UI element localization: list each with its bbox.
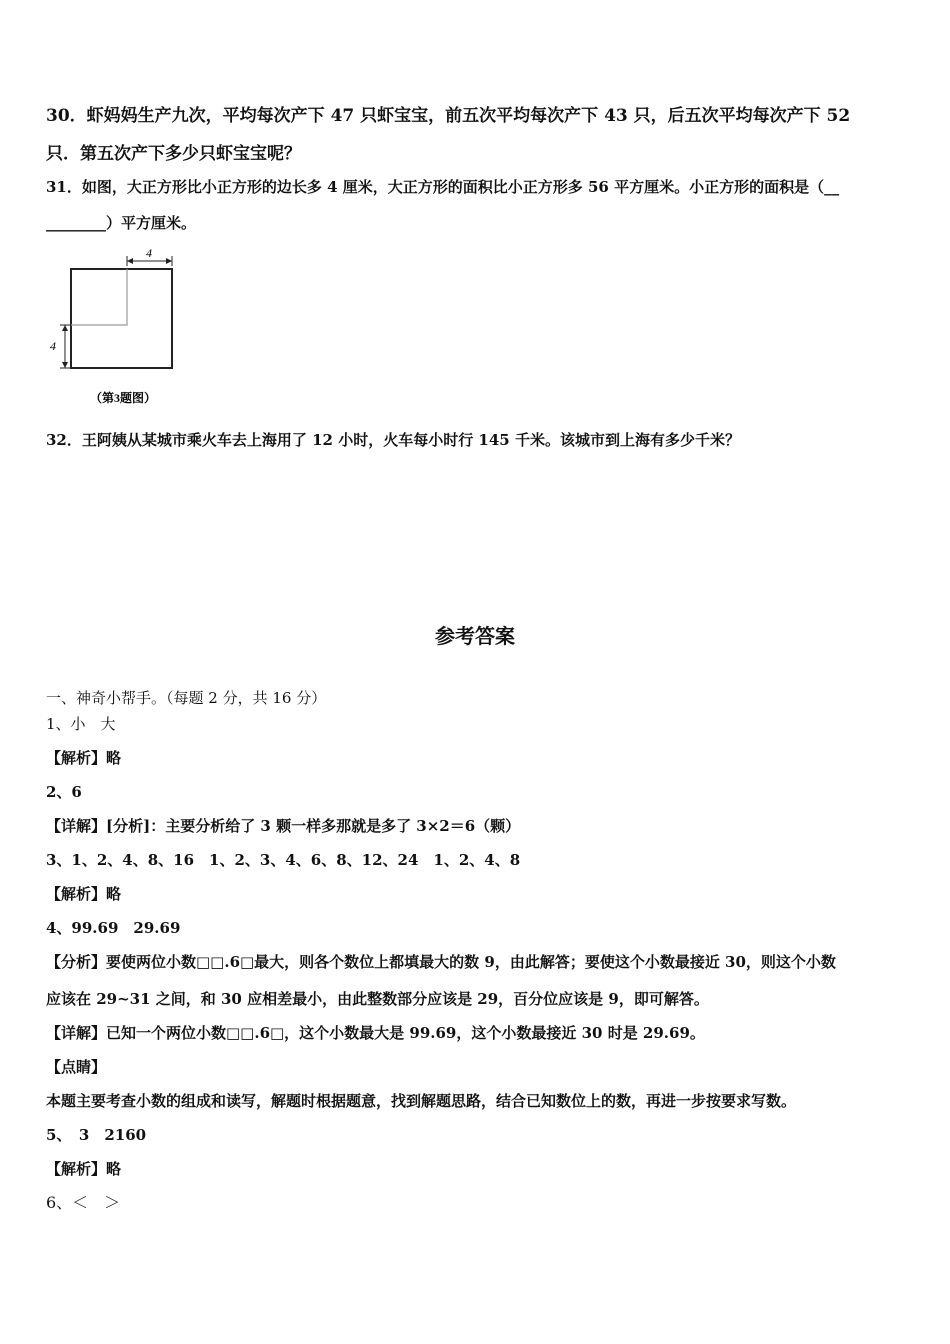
answer-4-analysis-line-2: 应该在 29~31 之间，和 30 应相差最小，由此整数部分应该是 29，百分位应该是 9，即可解答。 xyxy=(46,990,709,1008)
answer-4-detail: 【详解】已知一个两位小数□□.6□，这个小数最大是 99.69，这个小数最接近 30 时是 29.69。 xyxy=(46,1024,705,1042)
answer-4-key-point-text: 本题主要考查小数的组成和读写，解题时根据题意，找到解题思路，结合已知数位上的数，再进一步按要求写数。 xyxy=(46,1092,797,1110)
section-1-heading: 一、神奇小帮手。（每题 2 分，共 16 分） xyxy=(46,689,327,707)
answer-3: 3、1、2、4、8、16 1、2、3、4、6、8、12、24 1、2、4、8 xyxy=(46,851,521,869)
answer-2-detail: 【详解】[分析]：主要分析给了 3 颗一样多那就是多了 3×2＝6（颗） xyxy=(46,817,521,835)
question-31-line-2: ________）平方厘米。 xyxy=(46,214,197,232)
side-dimension-label: 4 xyxy=(50,339,56,353)
top-arrow-right xyxy=(166,258,172,264)
small-square-outline xyxy=(71,269,127,325)
answer-6: 6、＜ ＞ xyxy=(46,1193,121,1212)
answer-3-analysis: 【解析】略 xyxy=(46,885,122,903)
square-diagram xyxy=(46,246,186,411)
answer-1-analysis: 【解析】略 xyxy=(46,749,122,767)
question-32: 32．王阿姨从某城市乘火车去上海用了 12 小时，火车每小时行 145 千米。该城市到上海有多少千米？ xyxy=(46,431,740,449)
figure-caption: （第3题图） xyxy=(90,391,157,405)
side-arrow-bottom xyxy=(62,362,68,368)
answer-1: 1、小 大 xyxy=(46,715,116,733)
question-30-line-2: 只．第五次产下多少只虾宝宝呢？ xyxy=(46,144,301,164)
question-30-line-1: 30．虾妈妈生产九次，平均每次产下 47 只虾宝宝，前五次平均每次产下 43 只，后五次平均每次产下 52 xyxy=(46,106,851,126)
side-arrow-top xyxy=(62,325,68,331)
question-31-line-1: 31．如图，大正方形比小正方形的边长多 4 厘米，大正方形的面积比小正方形多 56 平方厘米。小正方形的面积是（__ xyxy=(46,178,840,196)
top-dimension-label: 4 xyxy=(146,246,152,260)
answer-4: 4、99.69 29.69 xyxy=(46,919,181,937)
answer-4-key-point-label: 【点睛】 xyxy=(46,1058,107,1076)
answers-title: 参考答案 xyxy=(435,624,515,648)
top-arrow-left xyxy=(127,258,133,264)
large-square xyxy=(71,269,172,368)
square-figure xyxy=(46,246,186,411)
answer-4-analysis-line-1: 【分析】要使两位小数□□.6□最大，则各个数位上都填最大的数 9，由此解答；要使这个小数最接近 30，则这个小数 xyxy=(46,953,836,971)
answer-5-analysis: 【解析】略 xyxy=(46,1160,122,1178)
answer-5: 5、 3 2160 xyxy=(46,1126,147,1144)
answer-2: 2、6 xyxy=(46,783,82,801)
